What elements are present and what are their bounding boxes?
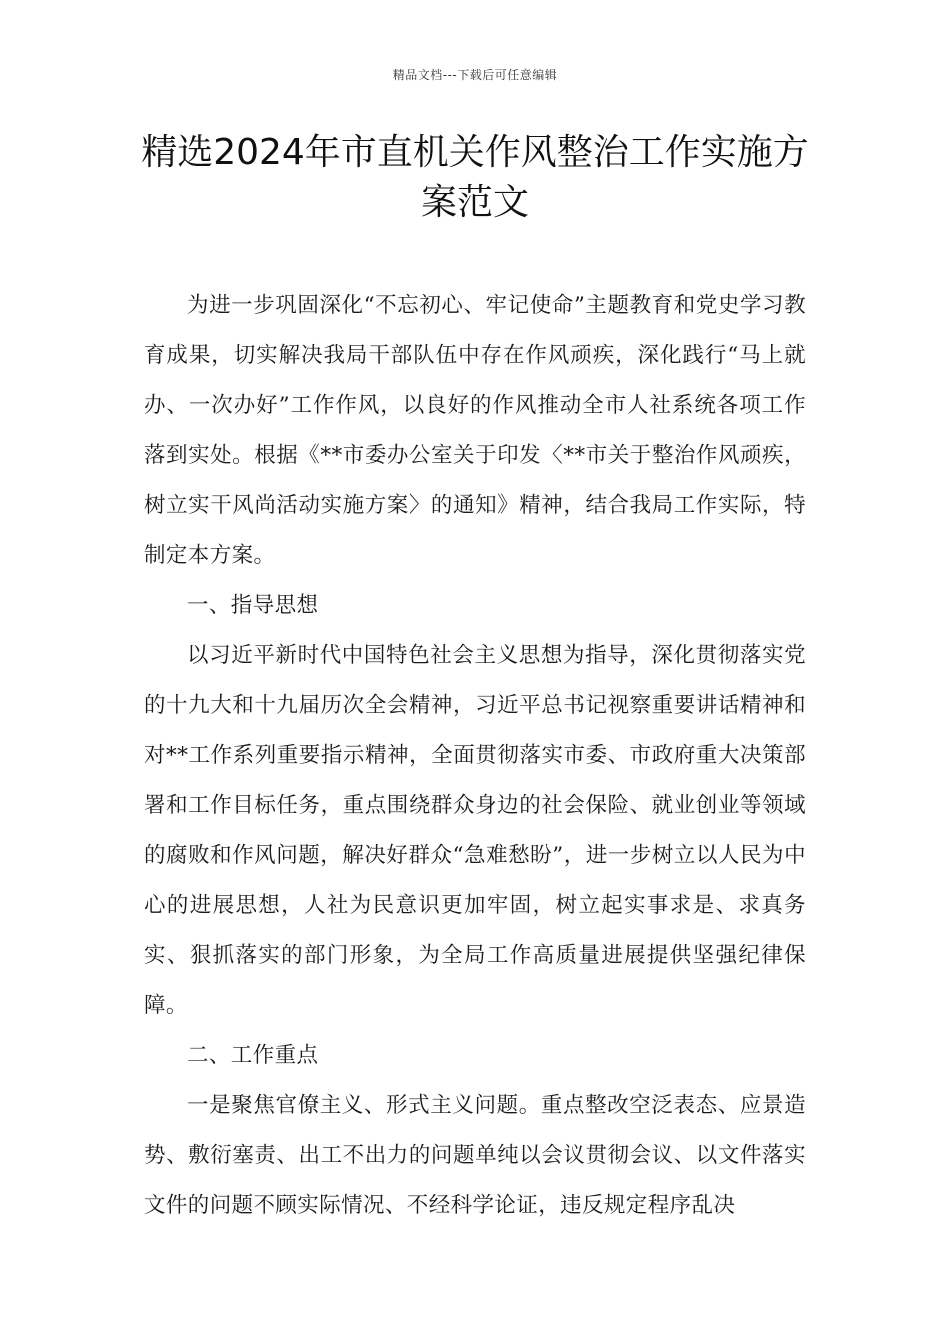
header-note: 精品文档---下载后可任意编辑 [392,68,558,82]
intro-paragraph: 为进一步巩固深化“不忘初心、牢记使命”主题教育和党史学习教育成果，切实解决我局干部队伍中存在作风顽疾，深化践行“马上就办、一次办好”工作作风，以良好的作风推动全市人社系统各项工作落到实处。根据《**市委办公室关于印发〈**市关于整治作风顽疾，树立实干风尚活动实施方案〉的通知》精神，结合我局工作实际，特制定本方案。 [144,293,806,568]
section-heading-work-focus: 二、工作重点 [187,1043,319,1068]
section-heading-guiding-ideology: 一、指导思想 [187,593,319,618]
document-title: 精选2024年市直机关作风整治工作实施方案范文 [141,132,809,223]
guiding-ideology-paragraph: 以习近平新时代中国特色社会主义思想为指导，深化贯彻落实党的十九大和十九届历次全会精神，习近平总书记视察重要讲话精神和对**工作系列重要指示精神，全面贯彻落实市委、市政府重大决策部署和工作目标任务，重点围绕群众身边的社会保险、就业创业等领域的腐败和作风问题，解决好群众“急难愁盼”，进一步树立以人民为中心的进展思想，人社为民意识更加牢固，树立起实事求是、求真务实、狠抓落实的部门形象，为全局工作高质量进展提供坚强纪律保障。 [144,643,806,1018]
work-focus-paragraph: 一是聚焦官僚主义、形式主义问题。重点整改空泛表态、应景造势、敷衍塞责、出工不出力的问题单纯以会议贯彻会议、以文件落实文件的问题不顾实际情况、不经科学论证，违反规定程序乱决 [144,1093,806,1218]
document-body [144,281,806,1231]
